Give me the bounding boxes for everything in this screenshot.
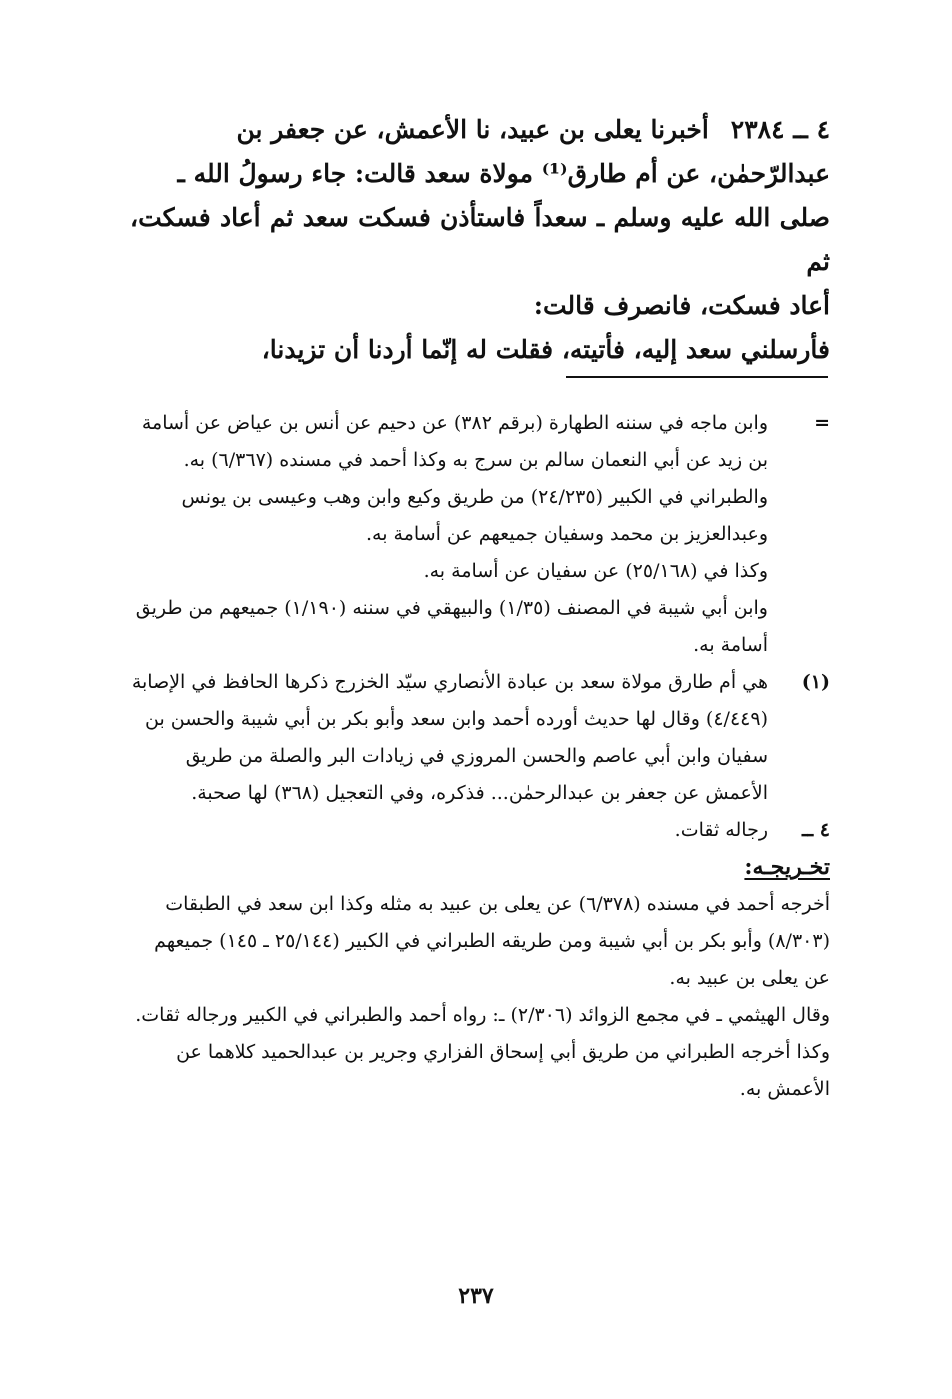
hadith-block [130,108,830,372]
footnotes-section [130,405,830,1108]
footnote-continuation [130,405,830,664]
grade-marker: ٤ ــ [802,819,830,841]
footnote-paragraph: وابن ماجه في سننه الطهارة (برقم ٣٨٢) عن دحيم عن أنس بن عياض عن أسامة بن زيد عن أبي النعمان سالم بن سرج به وكذا أحمد في مسنده (٦/٣٦٧) به. [141,412,768,471]
hadith-line-3: صلى الله عليه وسلم ـ سعداً فاستأذن فسكت سعد ثم أعاد فسكت، ثم [130,203,830,276]
hadith-number: ٤ ــ ٢٣٨٤ [730,115,830,144]
hadith-line-2: عبدالرّحمٰن، عن أم طارق⁽¹⁾ مولاة سعد قالت: جاء رسولُ الله ـ [177,159,830,188]
takhrij-heading: تخـريجـه: [744,854,830,880]
hadith-line-5: فأرسلني سعد إليه، فأتيته، فقلت له إنّما أردنا أن تزيدنا، [261,335,830,364]
footnote-paragraph: والطبراني في الكبير (٢٤/٢٣٥) من طريق وكيع وابن وهب وعيسى بن يونس وعبدالعزيز بن محمد وسفيان جميعهم عن أسامة به. [181,486,768,545]
footnote-separator [566,376,828,378]
takhrij-paragraph: وكذا أخرجه الطبراني من طريق أبي إسحاق الفزاري وجرير بن عبدالحميد كلاهما عن الأعمش به. [176,1041,830,1100]
takhrij-block [130,849,830,1108]
continuation-marker: = [814,412,830,434]
footnote-1-marker: (١) [801,671,830,693]
page-number: ٢٣٧ [458,1283,494,1309]
footnote-1 [130,664,830,812]
grade-row [130,812,830,849]
takhrij-paragraph: أخرجه أحمد في مسنده (٦/٣٧٨) عن يعلى بن عبيد به مثله وكذا ابن سعد في الطبقات (٨/٣٠٣) وأبو بكر بن أبي شيبة ومن طريقه الطبراني في الكبير (٢٥/١٤٤ ـ ١٤٥) جميعهم عن يعلى بن عبيد به. [154,893,830,989]
hadith-line-1 [130,108,830,152]
footnote-paragraph: وابن أبي شيبة في المصنف (١/٣٥) والبيهقي في سننه (١/١٩٠) جميعهم من طريق أسامة به. [135,597,768,656]
hadith-line-4: أعاد فسكت، فانصرف قالت: [533,291,830,320]
footnote-1-text: هي أم طارق مولاة سعد بن عبادة الأنصاري سيّد الخزرج ذكرها الحافظ في الإصابة (٤/٤٤٩) وقال لها حديث أورده أحمد وابن سعد وأبو بكر بن أبي شيبة والحسن بن سفيان وابن أبي عاصم والحسن المروزي في زيادات البر والصلة من طريق الأعمش عن جعفر بن عبدالرحمٰن... فذكره، وفي التعجيل (٣٦٨) لها صحبة. [131,671,768,804]
takhrij-paragraph: وقال الهيثمي ـ في مجمع الزوائد (٢/٣٠٦) ـ: رواه أحمد والطبراني في الكبير ورجاله ثقات. [135,1004,830,1026]
grade-text: رجاله ثقات. [674,819,768,841]
footnote-paragraph: وكذا في (٢٥/١٦٨) عن سفيان عن أسامة به. [423,560,768,582]
hadith-text-1: أخبرنا يعلى بن عبيد، نا الأعمش، عن جعفر بن [236,115,709,144]
